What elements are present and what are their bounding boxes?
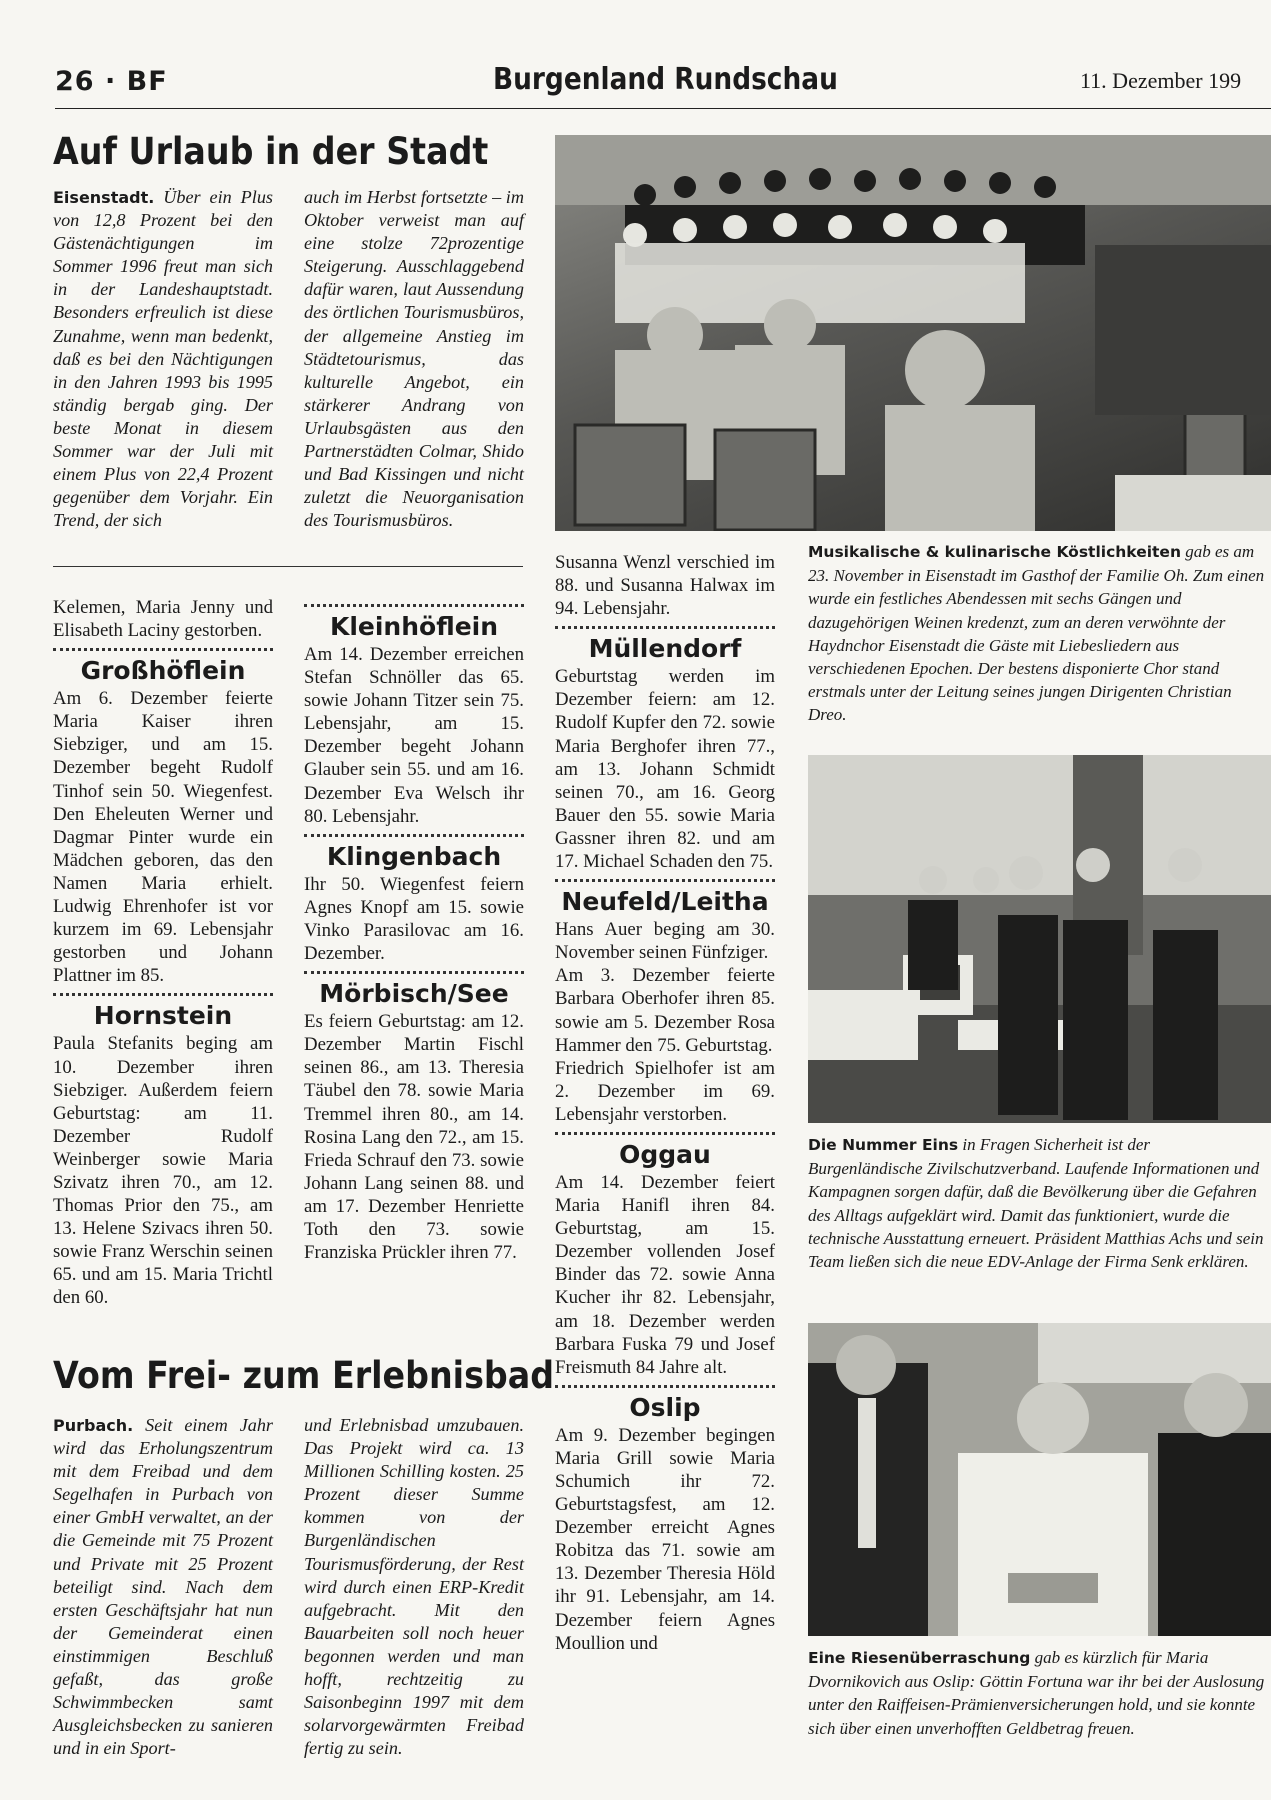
section-text-neufeld-2: Am 3. Dezember feierte Barbara Oberhofer ihren 85. sowie am 5. Dezember Rosa Hammer den 75. Geburtstag. [555, 965, 775, 1056]
photo3-caption-text: gab es kürzlich für Maria Dvornikovich aus Oslip: Göttin Fortuna war ihr bei der Auslosung unter den Raiffeisen-Prämienversicherungen hold, und sie konnte sich über einen unverhofften Geldbetrag freuen. [808, 1648, 1265, 1738]
section-text-neufeld-1: Hans Auer beging am 30. November seinen Fünfziger. [555, 919, 775, 964]
article1-headline: Auf Urlaub in der Stadt [53, 130, 489, 173]
dotted-divider [53, 993, 273, 996]
section-title-moerbisch: Mörbisch/See [319, 979, 509, 1009]
column-1 [53, 596, 273, 1310]
article1-col2: auch im Herbst fortsetzte – im Oktober verweist man auf eine stolze 72prozentige Steigerung. Ausschlaggebend dafür waren, laut Aussendung des örtlichen Tourismusbüros, der allgemeine Anstieg im Städtetourismus, das kulturelle Angebot, ein stärkerer Andrang von Urlaubsgästen aus den Partnerstädten Colmar, Shido und Bad Kissingen und nicht zuletzt die Neuorganisation des Tourismusbüros. [304, 187, 524, 531]
prize-photo [808, 1323, 1271, 1636]
photo2-caption-text: in Fragen Sicherheit ist der Burgenländische Zivilschutzverband. Laufende Informationen und Kampagnen sorgen dafür, daß die Bevölkerung über die Gefahren des Alltags aufgeklärt wird. Damit das funktioniert, wurde die technische Ausstattung erneuert. Präsident Matthias Achs und sein Team ließen sich die neue EDV-Anlage der Firma Senk erklären. [808, 1135, 1264, 1272]
section-title-grosshoeflein: Großhöflein [80, 656, 246, 686]
dotted-divider [555, 1132, 775, 1135]
article1-col1-text: Über ein Plus von 12,8 Prozent bei den Gästenächtigungen im Sommer 1996 freut man sich in der Landeshauptstadt. Besonders erfreulich ist diese Zunahme, wenn man bedenkt, daß es bei den Nächtigungen in den Jahren 1993 bis 1995 ständig bergab ging. Der beste Monat in diesem Sommer war der Juli mit einem Plus von 22,4 Prozent gegenüber dem Vorjahr. Ein Trend, der sich [53, 187, 274, 531]
section-title-oslip: Oslip [629, 1392, 701, 1422]
photo2-caption-lead: Die Nummer Eins [808, 1136, 959, 1154]
photo3-caption-lead: Eine Riesenüberraschung [808, 1649, 1031, 1667]
section-text-oggau: Am 14. Dezember feiert Maria Hanifl ihren 84. Geburtstag, am 15. Dezember vollenden Josef Binder das 72. sowie Anna Kucher ihr 82. Lebensjahr, am 18. Dezember werden Barbara Fuska 79 und Josef Freismuth 84 Jahre alt. [555, 1171, 775, 1378]
dotted-divider [53, 648, 273, 651]
photo2-caption [808, 1133, 1268, 1273]
dotted-divider [304, 604, 524, 607]
article2-dateline: Purbach. [53, 1416, 134, 1435]
column-2 [304, 596, 524, 1264]
article1-bottom-rule [53, 566, 523, 567]
dotted-divider [555, 879, 775, 882]
section-title-oggau: Oggau [619, 1139, 711, 1169]
photo1-caption-text: gab es am 23. November in Eisenstadt im Gasthof der Familie Oh. Zum einen wurde ein festliches Abendessen mit sechs Gängen und dazugehörigen Weinen kredenzt, zum an deren verwöhnte der Haydnchor Eisenstadt die Gäste mit Liebesliedern aus verschiedenen Epochen. Der bestens disponierte Chor stand erstmals unter der Leitung seines jungen Dirigenten Christian Dreo. [808, 542, 1265, 725]
page-header [55, 60, 1271, 109]
page-number: 26 · BF [55, 66, 168, 97]
dotted-divider [555, 1385, 775, 1388]
section-title-klingenbach: Klingenbach [326, 841, 502, 871]
section-title-muellendorf: Müllendorf [588, 634, 742, 664]
article1-col1 [53, 186, 273, 532]
column1-intro: Kelemen, Maria Jenny und Elisabeth Laciny gestorben. [53, 597, 273, 642]
section-title-neufeld: Neufeld/Leitha [561, 887, 769, 917]
section-text-hornstein: Paula Stefanits beging am 10. Dezember ihren Siebziger. Außerdem feiern Geburtstag: am 11. Dezember Rudolf Weinberger sowie Maria Szivatz ihren 70., am 12. Thomas Prior den 75., am 13. Helene Szivacs ihren 50. sowie Franz Werschin seinen 65. und am 15. Maria Trichtl den 60. [53, 1033, 273, 1309]
dotted-divider [555, 626, 775, 629]
article2-headline: Vom Frei- zum Erlebnisbad [53, 1354, 555, 1397]
choir-photo [555, 135, 1271, 531]
section-text-grosshoeflein: Am 6. Dezember feierte Maria Kaiser ihren Siebziger, und am 15. Dezember begeht Rudolf Tinhof sein 50. Wiegenfest. Den Eheleuten Werner und Dagmar Pinter wurde ein Mädchen geboren, das den Namen Maria erhielt. Ludwig Ehrenhofer ist vor kurzem im 69. Lebensjahr gestorben und Johann Plattner im 85. [53, 688, 273, 987]
dotted-divider [304, 834, 524, 837]
article2-col1-text: Seit einem Jahr wird das Erholungszentrum mit dem Freibad und dem Segelhafen in Purbach von einer GmbH verwaltet, an der die Gemeinde mit 75 Prozent und Private mit 25 Prozent beteiligt sind. Nach dem ersten Geschäftsjahr hat nun der Gemeinderat einen einstimmigen Beschluß gefaßt, das große Schwimmbecken samt Ausgleichsbecken zu sanieren und in ein Sport- [53, 1415, 273, 1759]
photo3-caption [808, 1646, 1268, 1740]
section-text-muellendorf: Geburtstag werden im Dezember feiern: am 12. Rudolf Kupfer den 72. sowie Maria Berghofer ihren 77., am 13. Johann Schmidt seinen 70., am 16. Georg Bauer den 55. sowie Maria Gassner ihren 82. und am 17. Michael Schaden den 75. [555, 666, 775, 873]
section-text-moerbisch: Es feiern Geburtstag: am 12. Dezember Martin Fischl seinen 86., am 13. Theresia Täubel den 78. sowie Maria Tremmel ihren 80., am 14. Rosina Lang den 72., am 15. Frieda Schrauf den 73. sowie Johann Lang seinen 88. und am 17. Dezember Henriette Toth den 73. sowie Franziska Prückler ihren 77. [304, 1011, 524, 1264]
section-text-neufeld-3: Friedrich Spielhofer ist am 2. Dezember im 69. Lebensjahr verstorben. [555, 1057, 775, 1125]
section-text-klingenbach: Ihr 50. Wiegenfest feiern Agnes Knopf am 15. sowie Vinko Parasilovac am 16. Dezember. [304, 873, 524, 965]
section-text-oslip: Am 9. Dezember begingen Maria Grill sowie Maria Schumich ihr 72. Geburtstagsfest, am 12. Dezember erreicht Agnes Robitza das 71. sowie am 13. Dezember Theresia Höld ihr 91. Lebensjahr, am 14. Dezember feiern Agnes Moullion und [555, 1424, 775, 1654]
photo1-caption [808, 540, 1268, 727]
section-title-kleinhoeflein: Kleinhöflein [329, 612, 499, 641]
zivilschutz-photo [808, 755, 1271, 1123]
article2-col1 [53, 1414, 273, 1760]
newspaper-title: Burgenland Rundschau [493, 62, 838, 97]
dotted-divider [304, 971, 524, 974]
article1-dateline: Eisenstadt. [53, 188, 155, 207]
column-3 [555, 551, 775, 1655]
section-text-kleinhoeflein: Am 14. Dezember erreichen Stefan Schnöller das 65. sowie Johann Titzer sein 75. Lebensjahr, am 15. Dezember begeht Johann Glauber sein 55. und am 16. Dezember Eva Welsch ihr 80. Lebensjahr. [304, 644, 524, 827]
column3-intro: Susanna Wenzl verschied im 88. und Susanna Halwax im 94. Lebensjahr. [555, 552, 775, 620]
section-title-hornstein: Hornstein [93, 1001, 233, 1031]
article2-col2: und Erlebnisbad umzubauen. Das Projekt wird ca. 13 Millionen Schilling kosten. 25 Prozent dieser Summe kommen von der Burgenländischen Tourismusförderung, der Rest wird durch einen ERP-Kredit aufgebracht. Mit den Bauarbeiten soll noch heuer begonnen werden und man hofft, rechtzeitig zu Saisonbeginn 1997 mit dem solarvorgewärmten Freibad fertig zu sein. [304, 1415, 524, 1759]
issue-date: 11. Dezember 199 [1080, 68, 1242, 93]
photo1-caption-lead: Musikalische & kulinarische Köstlichkeiten [808, 543, 1181, 561]
